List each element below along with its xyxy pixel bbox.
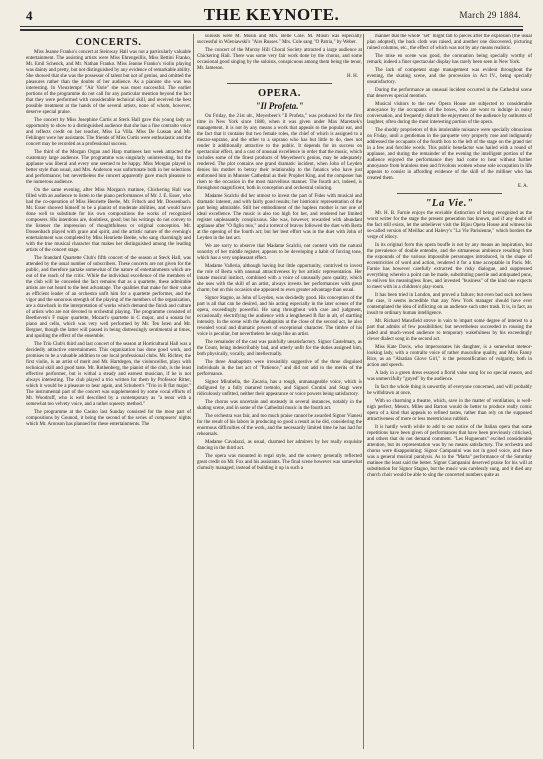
paragraph: The lack of competent stage management was evident throughout the evening, the skating scene, and the procession in Act IV., being specially unsatisfactory. (367, 68, 532, 85)
paragraph: On Friday, the 21st ult., Meyerbeer's "Il Profeta," was produced for the first time in New York since 1880, when it was given under Max Maretzek's management. It is not by any means a work that appeals to the popular ear, and the fact that it contains but two female roles, the chief of which is assigned to a mezzo-soprano, and the other to a soprano who has but little to do, does not render it additionally attractive to the public. It depends for its success on spectacular effect, and a cast of unusual excellence in order that the music, which includes some of the finest products of Meyerbeer's genius, may be adequately rendered. The plot contains one grand dramatic incident, when John of Leyden denies his mother to betray their relationship to the fanatics who have just enthroned him in Munster Cathedral as their Prophet King, and the composer has risen to the occasion in the most marvellous manner. The fourth act, indeed, is throughout magnificent, both in conception and orchestral coloring. (197, 114, 362, 191)
section-divider (227, 83, 332, 84)
paragraph: Musical visitors to the new Opera House are subjected to considerable annoyance by the occupants of the boxes, who are wont to indulge in noisy conversation, and frequently disturb the enjoyment of the audience by outbursts of laughter, often during the most interesting portion of the opera. (367, 102, 532, 125)
paragraph: In fact the whole thing is unworthy of everyone concerned, and will probably be withdrawn at once. (367, 385, 532, 396)
paragraph: In its original form this opera bouffe is not by any means an inspiration, but the prevalence of double entendre, and the sitmaneous ambience resulting from the expounds of the various impossible personages introduced, in the shape of eccentricities of word and action, rendered it for a time acceptable in Paris. Mr. Farnie has however carefully extracted the risky dialogue, and suppressed everything wherein a point can be made, substituting puerile and antiquated puns, to enliven his meaningless lines, and invested "business" of the kind one expects to meet with in a children's play-room. (367, 243, 532, 290)
paragraph: Signor Stagno, as John of Leyden, was decidedly good. His conception of the part is all that can be desired, and his acting especially in the later scenes of the opera, exceedingly powerful. He sang throughout with care and judgment, occasionally electrifying the audience with a lengthened B flat in alt, of startling intensity. In the scene with the Anabaptists at the close of the second act, he also revealed vocal and dramatic powers of exceptional character. The timbre of his voice is peculiar, but nevertheless he sings like an artist. (197, 296, 362, 337)
paragraph: The three Anabaptists were irresistibly suggestive of the three disguised individuals in the last act of "Patience," and did not add to the merits of the performance. (197, 360, 362, 377)
paragraph: The concert of the Murray Hill Choral Society attracted a large audience at Chickering Hall. There was some very fair work done by the chorus, and some occasional good singing by the soloists, conspicuous among them being the tenor, Mr. Jameson. (197, 48, 362, 71)
paragraph: It is hardly worth while to add to our notice of the Italian opera that some repetitions have been given of performances that have been previously criticised, and others that do not demand comment. "Les Huguenots" excited considerable attention, but its representation was by no means satisfactory. The orchestra and chorus were disappointing; Signor Campanini was not in good voice, and there was a general musical paralysis. As to the "Marta" performance of the Saturday matinee the least said the better. Signor Campanini deserved praise for his will at substitution for Signor Stagno, but the music was carelessly sung, and it died any church choir would be able to sing the concerted numbers quite as (367, 425, 532, 478)
section-divider (397, 193, 502, 194)
paragraph: soloists were M. Musin and Mrs. Belle Cole. M. Musin was especially successful in Wieniawski's "Airs Russes." Mrs. Cole sang "O Patria," by Weber. (197, 34, 362, 45)
masthead-rule (20, 26, 523, 27)
paragraph: We are sorry to observe that Madame Scalchi, not content with the natural sonority of her middle register, appears to be developing a habit of forcing tone, which has a very unpleasant effect. (197, 244, 362, 261)
paragraph: manner that the whole "set" might fall to pieces after the explosion (the usual plan adopted), the back cloth was raised, and another one discovered, picturing ruined columns, etc., the effect of which was not by any means realistic. (367, 34, 532, 51)
paragraph: Miss Kate Davis, who impersonates his daughter, is a somewhat meteor-looking lady, with a contralto voice of rather masculine quality, and Miss Fanny Rice, as an "Alsatian Glove Girl," is the personification of vulgarity, both in action and speech. (367, 345, 532, 368)
paragraph: On the same evening, after Miss Morgan's matinee, Chickering Hall was filled with an audience to listen to the piano performances of Mr. J. E. Esser, who had the co-operation of Miss Henriette Beebe, Mr. Fritsch and Mr. Dossenbach. Mr. Esser showed himself to be a pianist of moderate abilities, and would have done well to substitute for his own compositions the works of recognized composers. His intentions are, doubtless, good; but his writings do not convey to the listener the impression of thoughtfulness or original conception. Mr. Dossenbach played with grace and spirit, and the artistic nature of the evening's entertainment was completed by Miss Henriette Beebe, who sang charmingly and with the true musical character that makes her distinguished among the leading artists of the concert stage. (26, 188, 191, 253)
paragraph: Mr. H. B. Farnie enjoys the enviable distinction of being recognized as the worst writer for the stage the present generation has known, and if any doubt of the fact still exists, let the unbeliever visit the Bijou Opera House and witness his so-called version of Meilhac and Halevy's "La Vie Parisienne," which borders the verge of idiocy. (367, 211, 532, 240)
paragraph: It has been tried in London, and proved a failure; but even bad such not been the case, it seems incredible that any New York manager should have ever contemplated the idea of inflicting on an audience such utter trash. It is, in fact, an insult to ordinary human intelligence. (367, 293, 532, 316)
paragraph: During the performance an unusual incident occurred in the Cathedral scene that deserves special mention. (367, 88, 532, 99)
paragraph: The chorus was uncertain and unsteady in several instances, notably in the skating scene, and in some of the Cathedral music in the fourth act. (197, 400, 362, 411)
paragraph: Miss Jeanne Franko's concert at Steinway Hall was not a particularly valuable entertainment. The assisting artists were Miss Ehrengeillis, Miss Bettini Franko, Mr. Emil Schenck, and Mr. Nathan Franko. Miss Jeanne Franko's violin playing was dainty and pretty, but not distinguished by any evidence of remarkable ability. She showed that she was the possessor of talent but not of genius, and omitted the pleasures rather than the doubts of her audience. As a pianiste she was less interesting. In Vieuxtemps' "Air Varie" she was most successful. The earlier portions of the programme do not call for any particular mention beyond the fact that they were performed with considerable technical skill, and received the best possible treatment at the hands of the several artists, none of whom, however, deserve special praise. (26, 50, 191, 115)
author-signature: E. A. (517, 184, 528, 189)
paragraph: The mise en scene was good, the coronation being specially worthy of remark; indeed a finer spectacular display has rarely been seen in New York. (367, 54, 532, 65)
paragraph: With so charming a theatre, which, save in the matter of ventilation, is well-nigh perfect, Messrs. Miles and Barton would do better to produce really comic opera of a kind that appeals to refined tastes, rather than rely on the supposed attractiveness of more or less meretricious rubbish. (367, 399, 532, 422)
paragraph: The programme at the Casino last Sunday consisted for the most part of compositions by Gounod, it being the second of the series of composers' nights which Mr. Aronson has planned for these entertainments. The (26, 410, 191, 427)
column-3 (367, 34, 532, 754)
issue-date: March 29 1884. (459, 10, 521, 20)
column-2 (197, 34, 362, 754)
paragraph: The Trio Club's third and last concert of the season at Horticultural Hall was a decidedly attractive entertainment. This organization has done good work, and promises to be a valuable addition to our local professional clubs. Mr. Richter, the first violin, is an artist of merit and Mr. Hartdegen, the violoncellist, plays with technical skill and good taste. Mr. Rothenberg, the pianist of the club, is the least effective performer, but is withal a steady and earnest musician, if he is not always interesting. The club played a trio written for them by Professor Ritter, which it would be a pleasure to hear again, and Schubert's "Trio in B flat major." The instrumental part of the concert was supplemented by some vocal efforts of Mr. Woodruff, who is well described by a contemporary as "a tenor with a somewhat too velvety voice, and a rather squeezy method." (26, 342, 191, 407)
paragraph: Madame Scalchi did her utmost to invest the part of Fides with musical and dramatic interest, and with fairly good results; her histrionic representation of the part being admirable. Still her embodiment of the hapless mother is not one of ideal excellence. The music is also too high for her, and rendered her limited register unpleasantly conspicuous. She was, however, rewarded with abundant applause after "O figlio mio," and a torrent of bravos followed the duet with Berta at the opening of the fourth act; but her best effort was in the duet with John of Leyden in the last act. (197, 194, 362, 241)
paragraph: Mr. Richard Mansfield strove in vain to impart some degree of interest to a part that admits of few possibilities; but nevertheless succeeded in rousing the jaded and much-vexed audience to temporary wakefulness by his exceedingly clever dialect song in the second act. (367, 319, 532, 342)
column-1 (26, 34, 191, 754)
author-signature: H. H. (347, 74, 358, 79)
concerts-body (26, 50, 191, 428)
masthead-rule-thick (20, 29, 523, 31)
paragraph: The Standard Quartette Club's fifth concert of the season at Steck Hall, was attended by the usual number of subscribers. These concerts are not given for the public, and therefore partake somewhat of the nature of entertainments which are out of the reach of the critic. While the individual excellence of the members of the club will be conceded the fact remains that as a quartette, these admirable artists are not heard to the best advantage. The qualities that make for their value as efficient leader of an orchestra unfit him for a quartette performer, and the vigor and the sonorous strength of the playing of the members of the organization, are a drawback in the interpretation of works which demand the finish and culture of artists who are not devoted to orchestral playing. The programme consisted of Beethoven's F major quartette, Mozart's quartette in C major, and a sonata for piano and cello, which was very well performed by Mr. Ten Isten and Mr. Bergner, though the latter will passed in being distressingly sentimental at times, and spoiling the effect of the ensemble. (26, 256, 191, 339)
paragraph: A lady in a green dress essayed a florid valse song for no special reason, and was unmercifully "guyed" by the audience. (367, 371, 532, 382)
article-subheading: "Il Profeta." (255, 101, 304, 111)
section-heading-la-vie: "La Vie." (425, 198, 474, 209)
la-vie-body (367, 211, 532, 479)
paragraph: Madame Valleria, although having but little opportunity, contrived to invest the role of Berta with unusual attractiveness by her artistic representation. Her innate musical instinct, combined with a voice of unusually pure quality, which she uses with the skill of an artist, always invests her performances with great charm; but on this occasion she appeared to even greater advantage than usual. (197, 264, 362, 293)
paragraph: Signor Mirabella, the Zacaria, has a rough, unmanageable voice, which is disfigured by a fully matured tremolo, and Signori Contini and Stagi were ridiculously unfitted, neither their appearance or voice powers being satisfactory. (197, 380, 362, 397)
paragraph: The remainder of the cast was painfully unsatisfactory. Signor Castelmary, as the Count, being indescribably bad, and utterly unfit for the duties assigned him, both physically, vocally, and intellectually. (197, 340, 362, 357)
paragraph: The orchestra was fair, and too much praise cannot be awarded Signor Vianesi for the result of his labors in producing so good a result as he did, considering the enormous difficulties of the work, and the necessarily limited time he has had for rehearsals. (197, 414, 362, 437)
newspaper-title: THE KEYNOTE. (203, 5, 340, 24)
paragraph: The third of the Morgan Organ and Harp matinees last week attracted the customary large audience. The programme was singularly uninteresting, but the applause was liberal and every one seemed to be happy. Miss Morgan played in better style than usual, and Mrs. Anderson was unfortunate both in her selections and performance; but nevertheless the concert apparently gave much pleasure to the numerous audience. (26, 150, 191, 185)
column-divider (193, 34, 194, 749)
paragraph: Madame Cavalazzi, as usual, charmed her admirers by her really exquisite dancing in the third act. (197, 440, 362, 451)
opera-continued (367, 34, 532, 182)
paragraph: The shoddy proprietors of this intolerable nuisance were specially obnoxious on Friday, until a gentleman in the parquette very properly rose and indignantly addressed the occupants of the fourth box to the left of the stage on the grand tier in a few and forcible words. This public benefactor was hailed with a round of applause, and during the remainder of the evening the intelligent portion of the audience enjoyed the performance they had come to hear without further annoyance from brainless men and frivolous women whose sole occupation in life appears to consist in affording evidence of the skill of the milliner who has created them. (367, 128, 532, 181)
page-number: 4 (26, 8, 33, 23)
section-heading-opera: OPERA. (258, 88, 301, 99)
section-heading-concerts: CONCERTS. (75, 37, 142, 48)
paragraph: The opera was mounted in regal style, and the scenery generally reflected great credit on Mr. Fox and his assistants. The final scene however was somewhat clumsily managed; instead of building it up in such a (197, 454, 362, 471)
paragraph: The concert by Miss Josephine Curtis at Steck Hall gave this young lady an opportunity to show to a distinguished audience that she has a fine contralto voice and reflects credit on her teacher, Miss La Villa. Miss De Lussan and Mr. Fehlinger were her assistants. The friends of Miss Curtis were enthusiastic and the concert may be recorded as a professional success. (26, 118, 191, 147)
opera-body (197, 114, 362, 472)
column-divider (363, 34, 364, 749)
concerts-continued (197, 34, 362, 72)
